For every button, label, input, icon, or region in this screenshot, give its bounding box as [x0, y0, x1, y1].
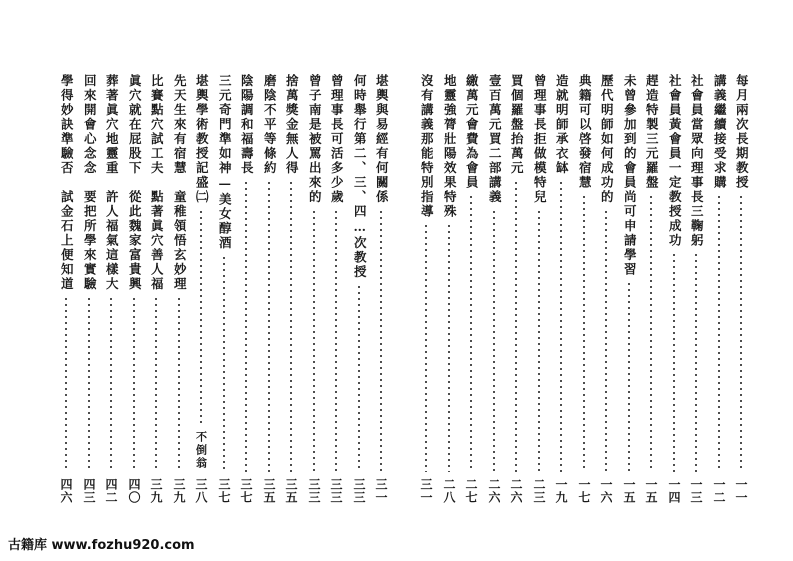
- toc-entry-author: 不倒翁: [194, 431, 208, 470]
- dot-leader: [155, 296, 157, 473]
- toc-entry-page-number: 一二: [712, 478, 726, 504]
- dot-leader: [425, 223, 427, 472]
- toc-entry-page-number: 三五: [262, 478, 276, 504]
- toc-entry-page-number: 三一: [419, 478, 433, 504]
- toc-entry: [101, 74, 121, 504]
- toc-entry-page-number: 二三: [532, 478, 546, 504]
- toc-entry-title: 每月兩次長期教授: [734, 74, 750, 190]
- toc-entry: [191, 74, 211, 504]
- toc-entry: [709, 74, 729, 504]
- toc-entry: [641, 74, 661, 504]
- dot-leader: [358, 284, 360, 473]
- toc-entry: [686, 74, 706, 504]
- toc-entry-page-number: 一三: [689, 478, 703, 504]
- toc-entry-title: 堪輿學術教授記盛㈡: [194, 74, 210, 205]
- toc-entry-title: 講義繼續接受求購: [712, 74, 728, 190]
- site-logo: 古籍库 www.fozhu920.com: [8, 538, 195, 553]
- toc-entry-page-number: 二六: [509, 478, 523, 504]
- toc-entry-page-number: 一七: [577, 478, 591, 504]
- toc-entry-title: 趕造特製三元羅盤: [644, 74, 660, 190]
- dot-leader: [110, 296, 112, 473]
- dot-leader: [538, 209, 540, 473]
- toc-entry-title: 先天生來有宿慧 童稚領悟玄妙理: [172, 74, 188, 292]
- dot-leader: [380, 209, 382, 473]
- toc-entry-title: 繳萬元會費為會員: [464, 74, 480, 190]
- dot-leader: [200, 209, 202, 426]
- dot-leader: [628, 281, 630, 472]
- dot-leader: [178, 296, 180, 473]
- dot-leader: [740, 194, 742, 472]
- toc-entry: [371, 74, 391, 504]
- toc-entry-page-number: 二六: [487, 478, 501, 504]
- dot-leader: [88, 296, 90, 473]
- toc-entry: [79, 74, 99, 504]
- dot-leader: [133, 296, 135, 473]
- toc-entry-page-number: 三三: [352, 478, 366, 504]
- toc-entry-title: 地靈強膂壯陽效果特殊: [442, 74, 458, 219]
- dot-leader: [673, 252, 675, 472]
- dot-leader: [515, 180, 517, 473]
- toc-entry-title: 未曾參加到的會員尚可申請學習: [622, 74, 638, 277]
- dot-leader: [290, 180, 292, 473]
- toc-entry-page-number: 三九: [149, 478, 163, 504]
- toc-entry-title: 買個羅盤抬萬元: [509, 74, 525, 176]
- dot-leader: [245, 180, 247, 473]
- dot-leader: [223, 255, 225, 473]
- toc-entry-page-number: 一一: [734, 478, 748, 504]
- toc-entry-page-number: 三五: [284, 478, 298, 504]
- toc-entry-page-number: 三三: [307, 478, 321, 504]
- dot-leader: [335, 209, 337, 473]
- toc-entry-page-number: 三七: [217, 478, 231, 504]
- toc-entry: [664, 74, 684, 504]
- toc-entry: [731, 74, 751, 504]
- toc-entry-page-number: 一五: [622, 478, 636, 504]
- toc-entry: [439, 74, 459, 504]
- toc-entry: [529, 74, 549, 504]
- dot-leader: [650, 194, 652, 472]
- toc-entry: [574, 74, 594, 504]
- toc-entry: [619, 74, 639, 504]
- toc-entry: [124, 74, 144, 504]
- toc-entry-title: 回來開會心念念 要把所學來實驗: [82, 74, 98, 292]
- toc-entry-title: 何時舉行第二、三、四…次教授: [352, 74, 368, 280]
- toc-entry-page-number: 三三: [329, 478, 343, 504]
- toc-entry: [214, 74, 234, 504]
- toc-entry-page-number: 三一: [374, 478, 388, 504]
- toc-entry-page-number: 一五: [644, 478, 658, 504]
- toc-entry-title: 社會員黃會員一定教授成功: [667, 74, 683, 248]
- toc-entry-title: 社會員當眾向理事長三鞠躬: [689, 74, 705, 248]
- toc-entry-page-number: 四二: [104, 478, 118, 504]
- toc-entry-page-number: 三七: [239, 478, 253, 504]
- toc-entry: [596, 74, 616, 504]
- toc-entry-page-number: 一六: [599, 478, 613, 504]
- toc-entry-page-number: 二八: [442, 478, 456, 504]
- toc-entry-title: 歷代明師如何成功的: [599, 74, 615, 205]
- toc-entry: [461, 74, 481, 504]
- toc-entry-title: 捨萬獎金無人得: [284, 74, 300, 176]
- dot-leader: [493, 209, 495, 473]
- toc-entry: [326, 74, 346, 504]
- toc-entry-page-number: 二七: [464, 478, 478, 504]
- toc-entry: [551, 74, 571, 504]
- toc-entry-title: 陰陽調和福壽長: [239, 74, 255, 176]
- dot-leader: [718, 194, 720, 472]
- toc-entry: [236, 74, 256, 504]
- toc-entry: [169, 74, 189, 504]
- toc-entry-title: 三元奇門準如神—美女醇酒: [217, 74, 233, 251]
- toc-entry-page-number: 三八: [194, 478, 208, 504]
- toc-entry-title: 壹百萬元買二部講義: [487, 74, 503, 205]
- toc-entry-title: 眞穴就在屁股下 從此魏家富貴興: [127, 74, 143, 292]
- dot-leader: [605, 209, 607, 473]
- toc-entry-title: 比賽點穴試工夫 點著眞穴善人福: [149, 74, 165, 292]
- toc-entry-title: 造就明師承衣缽: [554, 74, 570, 176]
- toc-entry-page-number: 四三: [82, 478, 96, 504]
- toc-entry-title: 曾子南是被罵出來的: [307, 74, 323, 205]
- toc-entry-page-number: 四六: [59, 478, 73, 504]
- dot-leader: [448, 223, 450, 472]
- toc-entry-page-number: 一九: [554, 478, 568, 504]
- toc-entry: [349, 74, 369, 504]
- dot-leader: [583, 194, 585, 472]
- dot-leader: [313, 209, 315, 473]
- toc-entry-page-number: 一四: [667, 478, 681, 504]
- toc-entry: [281, 74, 301, 504]
- toc-entry: [304, 74, 324, 504]
- toc-entry: [259, 74, 279, 504]
- toc-entry-title: 葬著眞穴地靈重 許人福氣這樣大: [104, 74, 120, 292]
- toc-entry-title: 學得妙訣準驗否 試金石上便知道: [59, 74, 75, 292]
- toc-entry-title: 曾理事長可活多少歲: [329, 74, 345, 205]
- toc-entry: [56, 74, 76, 504]
- dot-leader: [695, 252, 697, 472]
- toc-entry-page-number: 三九: [172, 478, 186, 504]
- dot-leader: [65, 296, 67, 473]
- toc-entry: [506, 74, 526, 504]
- dot-leader: [470, 194, 472, 472]
- toc-entry-title: 堪輿與易經有何關係: [374, 74, 390, 205]
- toc-entry: [484, 74, 504, 504]
- toc-entry-title: 沒有講義那能特別指導: [419, 74, 435, 219]
- toc-entry: [416, 74, 436, 504]
- dot-leader: [268, 180, 270, 473]
- toc-entry: [146, 74, 166, 504]
- toc-entry-title: 磨陰不平等條約: [262, 74, 278, 176]
- dot-leader: [560, 180, 562, 473]
- toc-entry-title: 曾理事長拒做模特兒: [532, 74, 548, 205]
- toc-entry-title: 典籍可以啓發宿慧: [577, 74, 593, 190]
- toc-entry-page-number: 四〇: [127, 478, 141, 504]
